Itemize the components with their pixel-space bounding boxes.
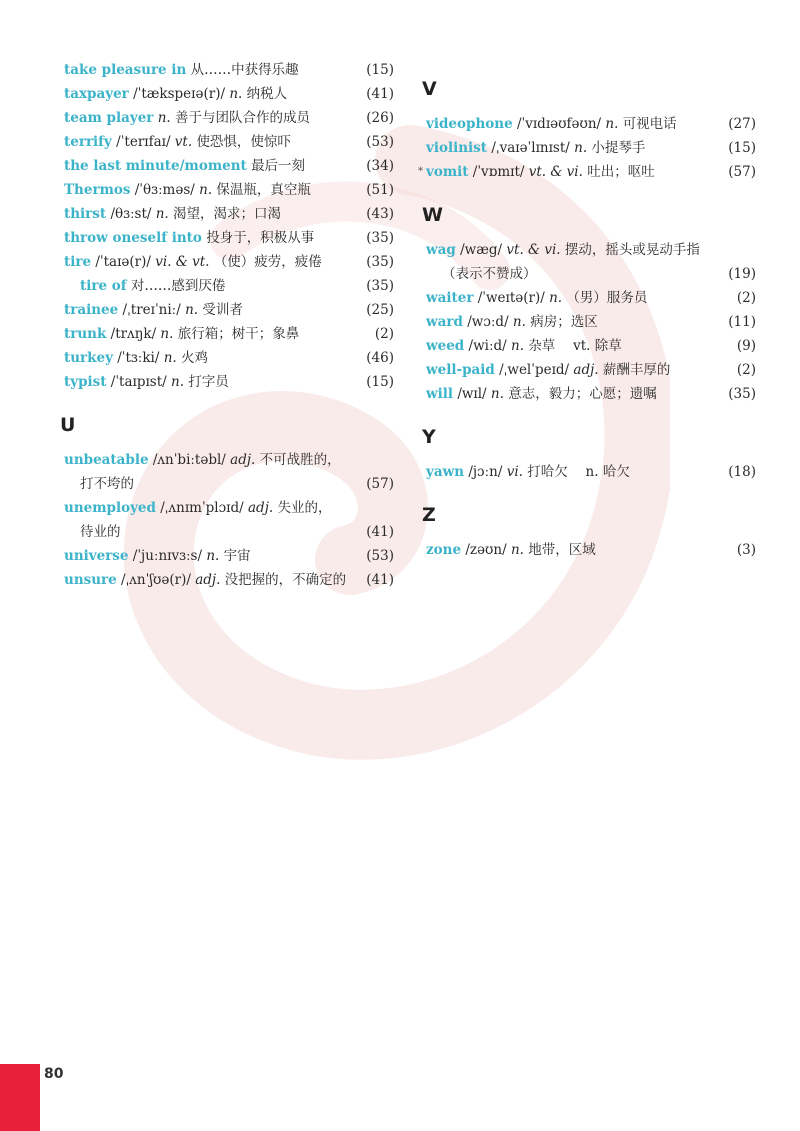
entry-part-of-speech: adj. — [248, 500, 274, 516]
entry-phonetic: /wiːd/ — [468, 338, 507, 354]
glossary-entry — [64, 544, 394, 568]
glossary-entry — [64, 298, 394, 322]
entry-definition: 待业的 — [80, 524, 121, 540]
entry-part-of-speech: vt. — [174, 134, 193, 150]
entry-phonetic: /ˈjuːnɪvɜːs/ — [132, 548, 203, 564]
glossary-entry — [64, 496, 394, 520]
entry-headword: yawn — [426, 464, 465, 480]
entry-marker: * — [418, 166, 423, 177]
entry-definition: 打字员 — [188, 374, 229, 390]
entry-definition: 可视电话 — [622, 116, 677, 132]
entry-headword: videophone — [426, 116, 513, 132]
entry-definition: 渴望，渴求；口渴 — [173, 206, 282, 222]
entry-headword: tire of — [80, 278, 127, 294]
glossary-entry — [64, 226, 394, 250]
entry-definition: 从……中获得乐趣 — [190, 62, 299, 78]
entry-part-of-speech: vt. & vi. — [528, 164, 583, 180]
entry-headword: turkey — [64, 350, 113, 366]
entry-phonetic: /ˈθɜːməs/ — [134, 182, 195, 198]
entry-phonetic: /ˈtaɪə(r)/ — [95, 254, 151, 270]
entry-part-of-speech: n. — [605, 116, 619, 132]
entry-part-of-speech: n. — [171, 374, 184, 390]
entry-definition: 对……感到厌倦 — [130, 278, 226, 294]
entry-definition: 吐出；呕吐 — [587, 164, 655, 180]
entry-page-ref: (11) — [728, 314, 756, 330]
glossary-entry — [64, 322, 394, 346]
entry-headword: will — [426, 386, 454, 402]
entry-part-of-speech: adj. — [195, 572, 221, 588]
entry-definition: 薪酬丰厚的 — [602, 362, 671, 378]
entry-page-ref: (2) — [736, 290, 756, 306]
entry-headword: violinist — [426, 140, 488, 156]
entry-part-of-speech: n. — [229, 86, 243, 102]
entry-definition: 打哈欠 n. 哈欠 — [527, 464, 630, 480]
entry-page-ref: (9) — [736, 338, 756, 354]
entry-page-ref: (53) — [366, 134, 394, 150]
entry-phonetic: /ˈvɒmɪt/ — [472, 164, 525, 180]
section-letter: Z — [422, 504, 436, 526]
entry-phonetic: /θɜːst/ — [110, 206, 152, 222]
entry-phonetic: /ˌwelˈpeɪd/ — [499, 362, 570, 378]
entry-headword: trainee — [64, 302, 119, 318]
entry-page-ref: (2) — [736, 362, 756, 378]
entry-definition: （表示不赞成） — [442, 266, 537, 282]
glossary-column-left — [60, 58, 394, 592]
glossary-entry — [64, 178, 394, 202]
entry-headword: tire — [64, 254, 92, 270]
entry-part-of-speech: adj. — [230, 452, 256, 468]
entry-page-ref: (46) — [366, 350, 394, 366]
glossary-entry — [64, 58, 394, 82]
entry-headword: unbeatable — [64, 452, 149, 468]
entry-headword: team player — [64, 110, 154, 126]
entry-page-ref: (35) — [366, 230, 394, 246]
entry-part-of-speech: adj. — [573, 362, 599, 378]
entry-definition: （男）服务员 — [566, 290, 648, 306]
glossary-entry-continuation — [64, 520, 394, 544]
entry-phonetic: /ˈtaɪpɪst/ — [110, 374, 167, 390]
entry-definition: 保温瓶，真空瓶 — [216, 182, 311, 198]
glossary-entry — [64, 130, 394, 154]
entry-definition: 没把握的，不确定的 — [224, 572, 347, 588]
entry-part-of-speech: n. — [512, 314, 526, 330]
glossary-entry — [418, 160, 756, 184]
page-corner-tab — [0, 1064, 40, 1131]
entry-page-ref: (15) — [366, 374, 394, 390]
entry-headword: throw oneself into — [64, 230, 202, 246]
entry-page-ref: (43) — [366, 206, 394, 222]
glossary-entry — [426, 112, 756, 136]
glossary-entry — [64, 274, 394, 298]
glossary-entry — [64, 346, 394, 370]
glossary-entry — [426, 382, 756, 406]
entry-part-of-speech: n. — [185, 302, 199, 318]
entry-definition: 地带，区域 — [528, 542, 596, 558]
entry-headword: taxpayer — [64, 86, 129, 102]
glossary-entry — [64, 568, 394, 592]
glossary-column-right — [418, 58, 756, 562]
entry-page-ref: (35) — [366, 278, 394, 294]
glossary-entry — [64, 250, 394, 274]
entry-phonetic: /ˈtækspeɪə(r)/ — [133, 86, 226, 102]
glossary-entry — [64, 154, 394, 178]
entry-phonetic: /ˈtɜːki/ — [117, 350, 160, 366]
entry-part-of-speech: n. — [157, 110, 171, 126]
entry-definition: 纳税人 — [246, 86, 288, 102]
entry-headword: universe — [64, 548, 129, 564]
entry-phonetic: /ˈweɪtə(r)/ — [477, 290, 545, 306]
glossary-entry — [426, 460, 756, 484]
entry-definition: （使）疲劳，疲倦 — [213, 254, 322, 270]
entry-page-ref: (35) — [728, 386, 756, 402]
entry-page-ref: (41) — [366, 524, 394, 540]
entry-page-ref: (19) — [728, 266, 756, 282]
entry-phonetic: /ʌnˈbiːtəbl/ — [152, 452, 226, 468]
entry-definition: 意志，毅力；心愿；遗嘱 — [508, 386, 657, 402]
entry-phonetic: /ˌtreɪˈniː/ — [122, 302, 181, 318]
entry-page-ref: (25) — [366, 302, 394, 318]
glossary-entry-continuation — [426, 262, 756, 286]
glossary-entry — [64, 370, 394, 394]
entry-headword: the last minute/moment — [64, 158, 247, 174]
entry-phonetic: /ˌvaɪəˈlɪnɪst/ — [491, 140, 570, 156]
entry-part-of-speech: n. — [490, 386, 504, 402]
glossary-entry — [64, 448, 394, 472]
glossary-entry — [426, 358, 756, 382]
entry-headword: Thermos — [64, 182, 131, 198]
entry-definition: 最后一刻 — [251, 158, 306, 174]
entry-headword: terrify — [64, 134, 112, 150]
entry-page-ref: (51) — [366, 182, 394, 198]
section-letter: W — [422, 204, 443, 226]
glossary-entry-continuation — [64, 472, 394, 496]
entry-phonetic: /ˈvɪdɪəʊfəʊn/ — [516, 116, 602, 132]
entry-headword: zone — [426, 542, 462, 558]
entry-part-of-speech: n. — [206, 548, 220, 564]
entry-definition: 投身于，积极从事 — [206, 230, 315, 246]
entry-definition: 小提琴手 — [591, 140, 646, 156]
entry-page-ref: (34) — [366, 158, 394, 174]
glossary-entry — [64, 202, 394, 226]
glossary-entry — [64, 106, 394, 130]
entry-headword: ward — [426, 314, 463, 330]
entry-definition: 病房；选区 — [530, 314, 598, 330]
entry-page-ref: (57) — [366, 476, 394, 492]
entry-definition: 失业的， — [277, 500, 332, 516]
entry-part-of-speech: vi. — [506, 464, 523, 480]
entry-definition: 杂草 vt. 除草 — [528, 338, 622, 354]
entry-phonetic: /ˌʌnɪmˈplɔɪd/ — [160, 500, 244, 516]
glossary-entry — [426, 538, 756, 562]
section-letter: V — [422, 78, 437, 100]
entry-phonetic: /trʌŋk/ — [110, 326, 157, 342]
entry-headword: typist — [64, 374, 107, 390]
entry-part-of-speech: n. — [574, 140, 588, 156]
entry-page-ref: (15) — [366, 62, 394, 78]
entry-definition: 摆动，摇头或晃动手指 — [564, 242, 700, 258]
entry-headword: unemployed — [64, 500, 156, 516]
glossary-entry — [64, 82, 394, 106]
entry-headword: well-paid — [426, 362, 495, 378]
entry-page-ref: (27) — [728, 116, 756, 132]
entry-page-ref: (3) — [736, 542, 756, 558]
glossary-entry — [426, 136, 756, 160]
glossary-entry — [426, 238, 756, 262]
entry-definition: 宇宙 — [223, 548, 251, 564]
entry-page-ref: (57) — [728, 164, 756, 180]
entry-part-of-speech: n. — [549, 290, 563, 306]
entry-part-of-speech: n. — [511, 338, 525, 354]
entry-definition: 不可战胜的， — [259, 452, 341, 468]
entry-page-ref: (18) — [728, 464, 756, 480]
entry-headword: waiter — [426, 290, 474, 306]
entry-phonetic: /wæg/ — [460, 242, 503, 258]
entry-headword: vomit — [426, 164, 469, 180]
entry-page-ref: (15) — [728, 140, 756, 156]
entry-part-of-speech: n. — [163, 350, 177, 366]
entry-phonetic: /jɔːn/ — [468, 464, 503, 480]
section-letter: U — [60, 414, 76, 436]
entry-part-of-speech: n. — [155, 206, 169, 222]
entry-phonetic: /wɪl/ — [457, 386, 487, 402]
glossary-entry — [426, 334, 756, 358]
entry-phonetic: /wɔːd/ — [467, 314, 509, 330]
entry-headword: weed — [426, 338, 465, 354]
page-number: 80 — [44, 1066, 64, 1082]
entry-headword: unsure — [64, 572, 117, 588]
entry-phonetic: /zəʊn/ — [465, 542, 507, 558]
entry-page-ref: (2) — [374, 326, 394, 342]
entry-definition: 打不垮的 — [80, 476, 134, 492]
entry-headword: trunk — [64, 326, 107, 342]
entry-headword: thirst — [64, 206, 107, 222]
entry-part-of-speech: n. — [510, 542, 524, 558]
entry-part-of-speech: n. — [160, 326, 174, 342]
entry-page-ref: (41) — [366, 572, 394, 588]
entry-page-ref: (26) — [366, 110, 394, 126]
entry-definition: 使恐惧，使惊吓 — [196, 134, 291, 150]
entry-part-of-speech: n. — [199, 182, 213, 198]
entry-definition: 善于与团队合作的成员 — [175, 110, 311, 126]
entry-headword: wag — [426, 242, 456, 258]
entry-headword: take pleasure in — [64, 62, 187, 78]
entry-part-of-speech: vi. & vt. — [155, 254, 210, 270]
entry-part-of-speech: vt. & vi. — [506, 242, 561, 258]
entry-phonetic: /ˌʌnˈʃʊə(r)/ — [121, 572, 191, 588]
entry-definition: 火鸡 — [181, 350, 208, 366]
entry-page-ref: (41) — [366, 86, 394, 102]
section-letter: Y — [422, 426, 436, 448]
entry-page-ref: (53) — [366, 548, 394, 564]
glossary-entry — [426, 286, 756, 310]
entry-page-ref: (35) — [366, 254, 394, 270]
entry-definition: 受训者 — [202, 302, 243, 318]
entry-definition: 旅行箱；树干；象鼻 — [177, 326, 300, 342]
glossary-entry — [426, 310, 756, 334]
entry-phonetic: /ˈterɪfaɪ/ — [116, 134, 171, 150]
